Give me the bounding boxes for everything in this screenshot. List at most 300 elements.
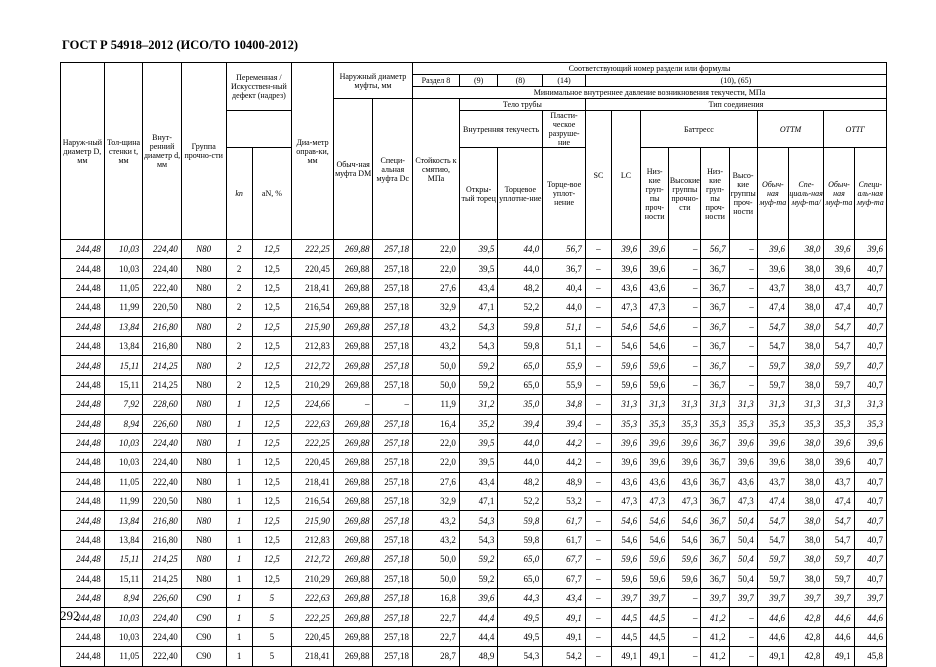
table-cell: 39,6 <box>757 240 788 259</box>
table-cell: 38,0 <box>788 298 823 317</box>
buttress: Баттресс <box>641 111 758 148</box>
table-cell: 38,0 <box>788 569 823 588</box>
table-cell: 257,18 <box>373 375 413 394</box>
table-cell: 54,7 <box>757 511 788 530</box>
table-cell: 39,5 <box>459 259 498 278</box>
table-cell: 36,7 <box>701 530 729 549</box>
table-cell: – <box>669 317 701 336</box>
table-cell: – <box>585 317 611 336</box>
connection-type: Тип соединения <box>585 99 886 111</box>
table-cell: 2 <box>226 336 252 355</box>
table-cell: 226,60 <box>143 414 182 433</box>
ottg: ОТТГ <box>824 111 887 148</box>
table-cell: 1 <box>226 433 252 452</box>
table-cell: 40,7 <box>854 569 886 588</box>
table-cell: 269,88 <box>333 433 373 452</box>
table-cell: 35,3 <box>757 414 788 433</box>
table-cell: N80 <box>181 317 226 336</box>
table-cell: 61,7 <box>543 511 586 530</box>
table-cell: 59,7 <box>757 569 788 588</box>
table-cell: 39,6 <box>854 433 886 452</box>
table-cell: 59,6 <box>641 375 669 394</box>
table-cell: – <box>729 375 757 394</box>
table-cell: 35,3 <box>854 414 886 433</box>
col-buttress-reg-low: Низ-кие груп-пы проч-ности <box>641 148 669 240</box>
table-cell: 31,3 <box>757 395 788 414</box>
table-cell: 43,7 <box>757 278 788 297</box>
table-row <box>61 627 887 646</box>
table-cell: 269,88 <box>333 589 373 608</box>
table-cell: N80 <box>181 569 226 588</box>
table-cell: 244,48 <box>61 433 105 452</box>
table-cell: 47,3 <box>729 492 757 511</box>
table-cell: 35,3 <box>701 414 729 433</box>
table-cell: 44,6 <box>824 608 854 627</box>
table-cell: – <box>585 608 611 627</box>
table-cell: 44,6 <box>854 608 886 627</box>
col-strength-group: Группа прочно-сти <box>181 63 226 240</box>
table-cell: – <box>729 278 757 297</box>
table-cell: – <box>729 298 757 317</box>
table-cell: 47,3 <box>641 492 669 511</box>
table-cell: 269,88 <box>333 259 373 278</box>
table-cell: 43,6 <box>611 472 640 491</box>
table-cell: 257,18 <box>373 627 413 646</box>
table-cell: 40,7 <box>854 492 886 511</box>
table-cell: 244,48 <box>61 627 105 646</box>
table-cell: 257,18 <box>373 356 413 375</box>
table-cell: 55,9 <box>543 356 586 375</box>
table-cell: 257,18 <box>373 608 413 627</box>
table-cell: 40,7 <box>854 298 886 317</box>
table-cell: 54,7 <box>824 530 854 549</box>
table-cell: 38,0 <box>788 278 823 297</box>
table-cell: 43,4 <box>459 278 498 297</box>
table-cell: – <box>585 375 611 394</box>
table-cell: 1 <box>226 511 252 530</box>
table-cell: 218,41 <box>292 647 334 666</box>
table-cell: 59,7 <box>824 569 854 588</box>
table-cell: 35,3 <box>611 414 640 433</box>
table-row <box>61 375 887 394</box>
table-cell: 244,48 <box>61 240 105 259</box>
table-cell: 44,4 <box>459 627 498 646</box>
table-cell: 41,2 <box>701 627 729 646</box>
table-cell: 38,0 <box>788 472 823 491</box>
table-cell: 38,0 <box>788 375 823 394</box>
table-cell: 13,84 <box>104 530 143 549</box>
table-cell: – <box>669 589 701 608</box>
table-cell: 218,41 <box>292 472 334 491</box>
table-cell: 42,8 <box>788 608 823 627</box>
table-row <box>61 414 887 433</box>
table-cell: 8,94 <box>104 589 143 608</box>
formula-10-65: (10), (65) <box>585 75 886 87</box>
table-cell: 45,8 <box>854 647 886 666</box>
table-cell: 214,25 <box>143 550 182 569</box>
table-cell: 22,0 <box>413 240 460 259</box>
table-cell: 222,40 <box>143 647 182 666</box>
table-cell: 2 <box>226 375 252 394</box>
table-cell: 43,6 <box>669 472 701 491</box>
table-cell: 47,4 <box>824 298 854 317</box>
table-cell: 59,2 <box>459 356 498 375</box>
table-cell: 38,0 <box>788 511 823 530</box>
table-cell: 222,63 <box>292 414 334 433</box>
table-cell: 39,6 <box>641 453 669 472</box>
table-cell: 12,5 <box>252 395 292 414</box>
table-cell: 16,8 <box>413 589 460 608</box>
table-cell: 269,88 <box>333 608 373 627</box>
table-cell: 257,18 <box>373 472 413 491</box>
table-cell: 31,2 <box>459 395 498 414</box>
table-cell: C90 <box>181 608 226 627</box>
table-cell: 12,5 <box>252 511 292 530</box>
table-cell: 22,0 <box>413 433 460 452</box>
table-cell: 44,5 <box>641 608 669 627</box>
table-cell: 43,2 <box>413 530 460 549</box>
sections-title: Соответствующий номер раздели или формулы <box>413 63 887 75</box>
table-cell: 257,18 <box>373 414 413 433</box>
table-cell: 257,18 <box>373 278 413 297</box>
formula-8: (8) <box>498 75 543 87</box>
table-cell: 59,8 <box>498 530 543 549</box>
table-cell: 35,0 <box>498 395 543 414</box>
table-cell: 10,03 <box>104 453 143 472</box>
table-cell: 43,4 <box>459 472 498 491</box>
table-cell: 31,3 <box>611 395 640 414</box>
table-cell: 35,3 <box>788 414 823 433</box>
table-cell: 5 <box>252 608 292 627</box>
table-cell: – <box>669 278 701 297</box>
table-cell: 2 <box>226 259 252 278</box>
table-cell: 257,18 <box>373 336 413 355</box>
table-cell: 36,7 <box>543 259 586 278</box>
table-cell: 222,63 <box>292 589 334 608</box>
table-cell: 36,7 <box>701 492 729 511</box>
table-cell: 257,18 <box>373 240 413 259</box>
table-cell: 12,5 <box>252 569 292 588</box>
table-cell: 13,84 <box>104 336 143 355</box>
table-cell: 40,7 <box>854 278 886 297</box>
col-variable-defect: Переменная /Искусствен-ный дефект (надрез) <box>226 63 292 111</box>
table-cell: 12,5 <box>252 472 292 491</box>
table-cell: 38,0 <box>788 550 823 569</box>
table-cell: 226,60 <box>143 589 182 608</box>
table-cell: – <box>585 453 611 472</box>
table-cell: 54,6 <box>641 336 669 355</box>
table-cell: 12,5 <box>252 317 292 336</box>
table-cell: 39,6 <box>459 589 498 608</box>
table-cell: 214,25 <box>143 356 182 375</box>
table-cell: 257,18 <box>373 453 413 472</box>
table-cell: 244,48 <box>61 453 105 472</box>
page-number: 292 <box>60 608 80 623</box>
table-cell: 1 <box>226 627 252 646</box>
table-cell: – <box>729 240 757 259</box>
table-cell: 39,6 <box>729 453 757 472</box>
table-cell: 210,29 <box>292 569 334 588</box>
table-cell: 43,7 <box>824 278 854 297</box>
plastic-rupture: Пласти-ческое разруше-ние <box>543 111 586 148</box>
table-cell: 47,3 <box>641 298 669 317</box>
table-cell: 59,7 <box>824 356 854 375</box>
table-cell: 15,11 <box>104 356 143 375</box>
table-cell: 54,3 <box>459 317 498 336</box>
table-cell: N80 <box>181 472 226 491</box>
table-row <box>61 453 887 472</box>
table-cell: N80 <box>181 550 226 569</box>
table-cell: – <box>585 259 611 278</box>
table-cell: – <box>585 530 611 549</box>
table-cell: 244,48 <box>61 569 105 588</box>
table-cell: – <box>669 259 701 278</box>
table-cell: – <box>585 511 611 530</box>
table-cell: – <box>585 336 611 355</box>
table-cell: 15,11 <box>104 569 143 588</box>
table-cell: 12,5 <box>252 278 292 297</box>
table-cell: 39,4 <box>498 414 543 433</box>
table-cell: 244,48 <box>61 375 105 394</box>
table-cell: 52,2 <box>498 492 543 511</box>
table-cell: 44,0 <box>498 259 543 278</box>
table-cell: – <box>729 336 757 355</box>
table-cell: 50,0 <box>413 550 460 569</box>
table-row <box>61 511 887 530</box>
col-coupling-regular: Обыч-ная муфта DM <box>333 99 373 240</box>
table-cell: 31,3 <box>641 395 669 414</box>
table-cell: 54,7 <box>824 317 854 336</box>
table-cell: 12,5 <box>252 336 292 355</box>
col-capped-end-2: Торце-вое уплот-нение <box>543 148 586 240</box>
table-cell: 54,6 <box>611 317 640 336</box>
table-cell: 43,2 <box>413 336 460 355</box>
table-cell: 269,88 <box>333 492 373 511</box>
table-cell: 32,9 <box>413 298 460 317</box>
table-cell: 2 <box>226 317 252 336</box>
table-cell: 54,7 <box>757 530 788 549</box>
table-cell: 40,7 <box>854 375 886 394</box>
table-row <box>61 492 887 511</box>
table-row <box>61 472 887 491</box>
table-cell: N80 <box>181 453 226 472</box>
table-cell: 39,6 <box>729 433 757 452</box>
table-cell: 11,05 <box>104 472 143 491</box>
table-cell: 5 <box>252 627 292 646</box>
table-cell: 50,4 <box>729 530 757 549</box>
table-cell: 47,4 <box>824 492 854 511</box>
table-cell: 65,0 <box>498 356 543 375</box>
table-row <box>61 278 887 297</box>
table-cell: N80 <box>181 492 226 511</box>
table-row <box>61 569 887 588</box>
table-cell: 257,18 <box>373 550 413 569</box>
table-cell: – <box>669 375 701 394</box>
table-cell: 212,72 <box>292 550 334 569</box>
table-cell: 56,7 <box>543 240 586 259</box>
table-cell: 41,2 <box>701 608 729 627</box>
table-cell: 244,48 <box>61 550 105 569</box>
table-cell: 44,6 <box>854 627 886 646</box>
table-cell: 215,90 <box>292 511 334 530</box>
table-cell: 42,8 <box>788 647 823 666</box>
table-cell: 54,7 <box>757 317 788 336</box>
table-cell: 67,7 <box>543 550 586 569</box>
table-cell: 257,18 <box>373 298 413 317</box>
table-cell: 244,48 <box>61 511 105 530</box>
table-cell: 220,50 <box>143 492 182 511</box>
table-cell: 216,80 <box>143 317 182 336</box>
table-cell: 50,4 <box>729 550 757 569</box>
col-outer-diameter: Наруж-ный диаметр D, мм <box>61 63 105 240</box>
table-cell: 44,6 <box>824 627 854 646</box>
table-cell: 54,7 <box>824 336 854 355</box>
table-cell: 44,5 <box>641 627 669 646</box>
table-cell: 40,7 <box>854 336 886 355</box>
table-cell: N80 <box>181 530 226 549</box>
table-cell: 39,6 <box>641 433 669 452</box>
section-8: Раздел 8 <box>413 75 460 87</box>
table-cell: 47,3 <box>611 492 640 511</box>
table-cell: – <box>585 569 611 588</box>
col-ottm-regular: Обыч-ная муф-та <box>757 148 788 240</box>
table-cell: 269,88 <box>333 317 373 336</box>
table-cell: 224,40 <box>143 453 182 472</box>
table-cell: 12,5 <box>252 356 292 375</box>
table-cell: 31,3 <box>824 395 854 414</box>
pipe-body: Тело трубы <box>459 99 585 111</box>
table-cell: 65,0 <box>498 550 543 569</box>
table-cell: 49,1 <box>641 647 669 666</box>
table-cell: 214,25 <box>143 569 182 588</box>
table-cell: 61,7 <box>543 530 586 549</box>
table-cell: 59,6 <box>641 356 669 375</box>
table-cell: – <box>585 278 611 297</box>
table-cell: 50,0 <box>413 375 460 394</box>
table-cell: 54,2 <box>543 647 586 666</box>
table-cell: 1 <box>226 395 252 414</box>
table-cell: 11,99 <box>104 492 143 511</box>
table-cell: – <box>729 608 757 627</box>
table-cell: 257,18 <box>373 647 413 666</box>
table-cell: 222,25 <box>292 608 334 627</box>
table-cell: 12,5 <box>252 550 292 569</box>
table-cell: 212,83 <box>292 336 334 355</box>
table-cell: 13,84 <box>104 317 143 336</box>
table-cell: 38,0 <box>788 356 823 375</box>
table-cell: 12,5 <box>252 492 292 511</box>
table-cell: 40,7 <box>854 259 886 278</box>
table-cell: 39,6 <box>669 433 701 452</box>
table-cell: 59,8 <box>498 511 543 530</box>
table-cell: 269,88 <box>333 356 373 375</box>
table-cell: 47,4 <box>757 492 788 511</box>
pressure-table <box>60 62 887 667</box>
table-cell: 59,6 <box>641 550 669 569</box>
table-cell: 10,03 <box>104 627 143 646</box>
table-cell: – <box>333 395 373 414</box>
min-pressure-title: Минимальное внутреннее давление возникновения текучести, МПа <box>413 87 887 99</box>
table-cell: N80 <box>181 240 226 259</box>
table-cell: 54,3 <box>459 530 498 549</box>
table-cell: 22,7 <box>413 608 460 627</box>
table-cell: 49,5 <box>498 627 543 646</box>
table-cell: 244,48 <box>61 298 105 317</box>
table-cell: 2 <box>226 298 252 317</box>
col-lc: LC <box>611 111 640 240</box>
table-cell: 1 <box>226 492 252 511</box>
table-cell: – <box>669 240 701 259</box>
table-cell: – <box>585 589 611 608</box>
table-cell: 244,48 <box>61 317 105 336</box>
table-cell: 40,7 <box>854 317 886 336</box>
table-cell: 36,7 <box>701 317 729 336</box>
table-cell: 1 <box>226 414 252 433</box>
table-cell: 41,2 <box>701 647 729 666</box>
table-cell: 54,6 <box>611 511 640 530</box>
table-cell: 59,2 <box>459 550 498 569</box>
table-row <box>61 647 887 666</box>
col-an-label: aN, % <box>252 148 292 240</box>
table-cell: 43,7 <box>824 472 854 491</box>
table-cell: 244,48 <box>61 259 105 278</box>
table-cell: 36,7 <box>701 298 729 317</box>
table-cell: – <box>585 647 611 666</box>
table-cell: 54,3 <box>459 336 498 355</box>
table-cell: 10,03 <box>104 240 143 259</box>
table-cell: 39,5 <box>459 240 498 259</box>
table-cell: 269,88 <box>333 569 373 588</box>
col-kn <box>226 111 292 148</box>
table-cell: 48,2 <box>498 472 543 491</box>
table-cell: 7,92 <box>104 395 143 414</box>
table-cell: 269,88 <box>333 336 373 355</box>
table-cell: 1 <box>226 569 252 588</box>
table-cell: 39,6 <box>611 453 640 472</box>
table-cell: 12,5 <box>252 414 292 433</box>
table-cell: 212,72 <box>292 356 334 375</box>
table-cell: 59,6 <box>611 356 640 375</box>
table-cell: 1 <box>226 453 252 472</box>
table-cell: 39,6 <box>757 453 788 472</box>
table-cell: 54,6 <box>611 336 640 355</box>
table-cell: 51,1 <box>543 336 586 355</box>
col-coupling-special: Специ-альная муфта Dc <box>373 99 413 240</box>
table-cell: 53,2 <box>543 492 586 511</box>
table-cell: 39,6 <box>611 433 640 452</box>
table-cell: 38,0 <box>788 530 823 549</box>
table-cell: 257,18 <box>373 259 413 278</box>
table-cell: – <box>585 550 611 569</box>
table-cell: 47,1 <box>459 492 498 511</box>
table-cell: 22,0 <box>413 453 460 472</box>
table-cell: 28,7 <box>413 647 460 666</box>
table-cell: – <box>585 356 611 375</box>
table-cell: 54,6 <box>611 530 640 549</box>
table-cell: 50,4 <box>729 511 757 530</box>
table-cell: 224,40 <box>143 627 182 646</box>
col-kn-label: kn <box>226 148 252 240</box>
table-cell: 50,4 <box>729 569 757 588</box>
table-cell: 220,50 <box>143 298 182 317</box>
table-cell: N80 <box>181 433 226 452</box>
table-cell: 38,0 <box>788 317 823 336</box>
table-cell: 36,7 <box>701 336 729 355</box>
table-cell: 36,7 <box>701 472 729 491</box>
table-cell: 54,7 <box>824 511 854 530</box>
table-cell: 36,7 <box>701 356 729 375</box>
table-cell: 218,41 <box>292 278 334 297</box>
